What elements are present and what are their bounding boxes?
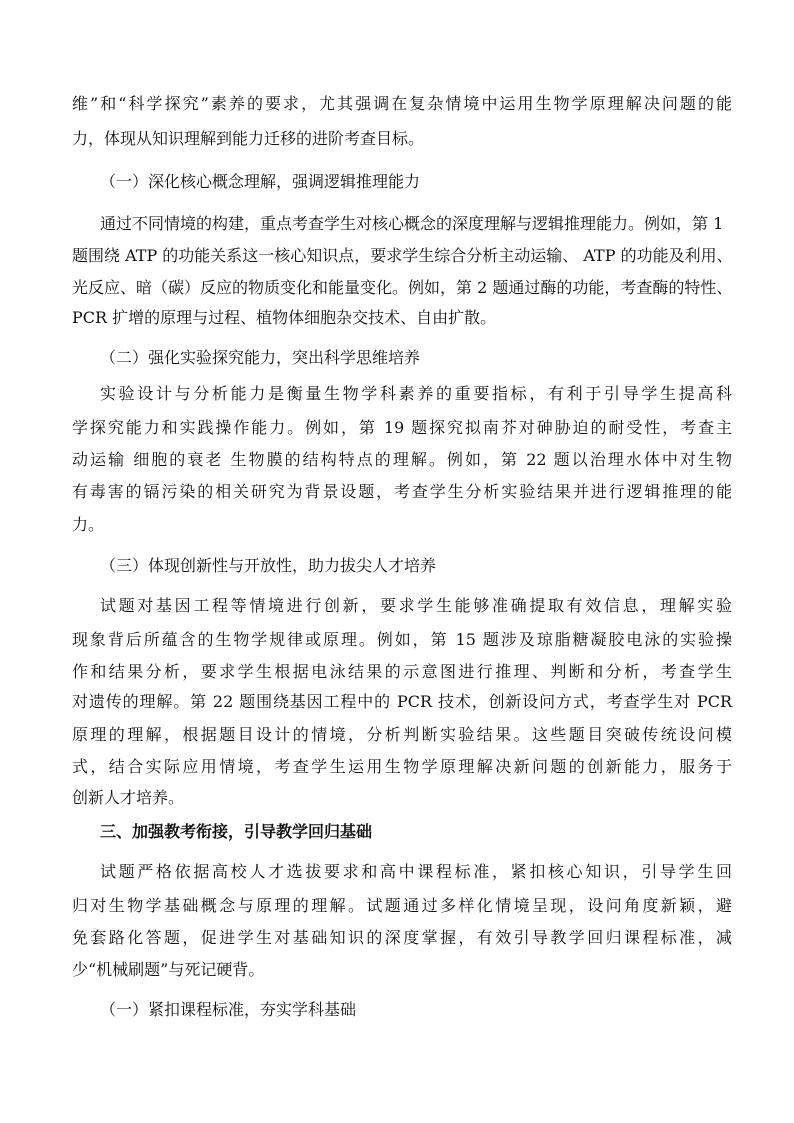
section-2-line-5: 力。 [72, 515, 105, 534]
section-3-line-7: 创新人才培养。 [72, 788, 185, 807]
section-2-heading: （二）强化实验探究能力，突出科学思维培养 [100, 348, 421, 367]
section-3-line-5: 原理的理解，根据题目设计的情境，分析判断实验结果。这些题目突破传统设问模 [72, 725, 732, 744]
part-three-line-3: 免套路化答题，促进学生对基础知识的深度掌握，有效引导教学回归课程标准，减 [72, 928, 732, 947]
section-3-heading: （三）体现创新性与开放性，助力拔尖人才培养 [100, 556, 437, 575]
part-three-subheading: （一）紧扣课程标准，夯实学科基础 [100, 1000, 357, 1019]
section-2-line-4: 有毒害的镉污染的相关研究为背景设题，考查学生分析实验结果并进行逻辑推理的能 [72, 482, 732, 501]
section-3-line-1: 试题对基因工程等情境进行创新，要求学生能够准确提取有效信息，理解实验 [100, 596, 732, 615]
section-3-line-6: 式，结合实际应用情境，考查学生运用生物学原理解决新问题的创新能力，服务于 [72, 757, 732, 776]
section-1-line-3: 光反应、暗（碳）反应的物质变化和能量变化。例如，第 2 题通过酶的功能，考查酶的特性、 [72, 278, 733, 297]
section-3-line-4: 对遗传的理解。第 22 题围绕基因工程中的 PCR 技术，创新设问方式，考查学生对 PCR [72, 692, 732, 711]
part-three-line-4: 少“机械刷题”与死记硬背。 [72, 960, 265, 979]
section-3-line-2: 现象背后所蕴含的生物学规律或原理。例如，第 15 题涉及琼脂糖凝胶电泳的实验操 [72, 630, 732, 649]
section-2-line-3: 动运输 细胞的衰老 生物膜的结构特点的理解。例如，第 22 题以治理水体中对生物 [72, 450, 732, 469]
intro-line-2: 力，体现从知识理解到能力迁移的进阶考查目标。 [72, 129, 425, 148]
section-3-line-3: 作和结果分析，要求学生根据电泳结果的示意图进行推理、判断和分析，考查学生 [72, 662, 732, 681]
section-1-line-1: 通过不同情境的构建，重点考查学生对核心概念的深度理解与逻辑推理能力。例如，第 1 [100, 214, 724, 233]
section-1-line-2: 题围绕 ATP 的功能关系这一核心知识点，要求学生综合分析主动运输、 ATP 的功能及利用、 [72, 246, 733, 265]
section-2-line-2: 学探究能力和实践操作能力。例如，第 19 题探究拟南芥对砷胁迫的耐受性，考查主 [72, 418, 732, 437]
part-three-line-2: 归对生物学基础概念与原理的理解。试题通过多样化情境呈现，设问角度新颖，避 [72, 896, 732, 915]
intro-line-1: 维”和“科学探究”素养的要求，尤其强调在复杂情境中运用生物学原理解决问题的能 [72, 94, 732, 113]
section-2-line-1: 实验设计与分析能力是衡量生物学科素养的重要指标，有利于引导学生提高科 [100, 384, 732, 403]
part-three-heading: 三、加强教考衔接，引导教学回归基础 [100, 822, 373, 841]
part-three-line-1: 试题严格依据高校人才选拔要求和高中课程标准，紧扣核心知识，引导学生回 [100, 862, 732, 881]
section-1-heading: （一）深化核心概念理解，强调逻辑推理能力 [100, 172, 421, 191]
section-1-line-4: PCR 扩增的原理与过程、植物体细胞杂交技术、自由扩散。 [72, 308, 497, 327]
